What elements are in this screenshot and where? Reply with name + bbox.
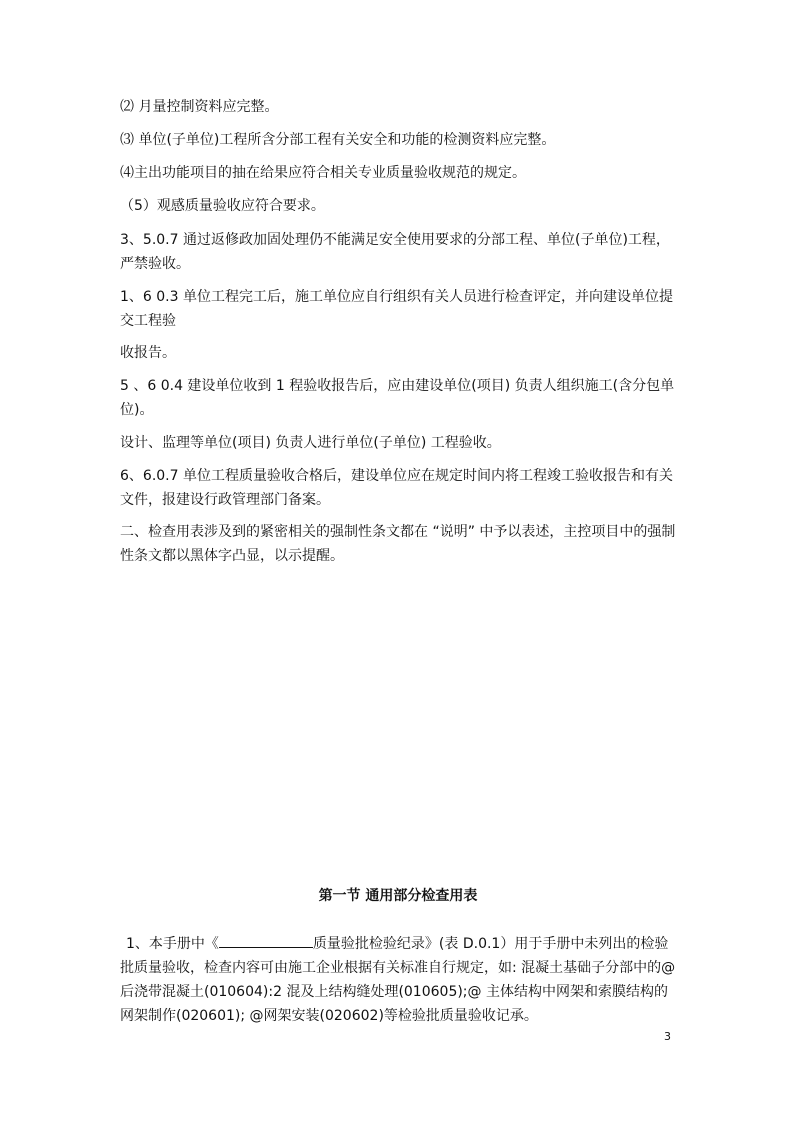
paragraph-handbook-usage [120,932,676,1028]
paragraph-clause-6-0-4: 5 、6 0.4 建设单位收到 1 程验收报告后，应由建设单位(项目) 负责人组织施工(含分包单位)。 [120,378,675,418]
paragraph-clause-6-0-7: 6、6.0.7 单位工程质量验收合格后，建设单位应在规定时间内将工程竣工验收报告和有关文件，报建设行政管理部门备案。 [120,468,673,508]
paragraph-clause-6-0-3: 1、6 0.3 单位工程完工后，施工单位应自行组织有关人员进行检查评定，并向建设单位提交工程验 [120,289,673,329]
section-heading: 第一节 通用部分检查用表 [318,888,478,904]
paragraph-appearance-quality: （5）观感质量验收应符合要求。 [120,198,325,214]
paragraph-safety-function-data: ⑶ 单位(子单位)工程所含分部工程有关安全和功能的检测资料应完整。 [120,132,556,148]
paragraph-main-function-check: ⑷主出功能项目的抽在给果应符合相关专业质量验收规范的规定。 [120,165,526,181]
body-prefix: 1、本手册中《 [126,936,219,952]
paragraph-monthly-control: ⑵ 月量控制资料应完整。 [120,99,279,115]
paragraph-acceptance-report: 收报告。 [120,345,176,361]
paragraph-mandatory-clauses: 二、检查用表涉及到的紧密相关的强制性条文都在 “说明” 中予以表述，主控项目中的强制性条文都以黑体字凸显，以示提醒。 [120,524,676,564]
paragraph-clause-5-0-7: 3、5.0.7 通过返修政加固处理仍不能满足安全使用要求的分部工程、单位(子单位)工程，严禁验收。 [120,232,670,272]
page-number: 3 [664,1030,671,1043]
fill-in-blank [219,933,313,948]
paragraph-design-supervision: 设计、监理等单位(项目) 负责人进行单位(子单位) 工程验收。 [120,435,501,451]
body-suffix: 质量验批检验纪录》(表 D.0.1）用于手册中未列出的检验批质量验收，检查内容可由施工企业根据有关标准自行规定，如: 混凝土基础子分部中的@后浇带混凝土(010604):2 混及上结构缝处理(010605);@ 主体结构中网架和索膜结构的网架制作(020601); @网架安装(020602)等检验批质量验收记承。 [120,936,676,1024]
